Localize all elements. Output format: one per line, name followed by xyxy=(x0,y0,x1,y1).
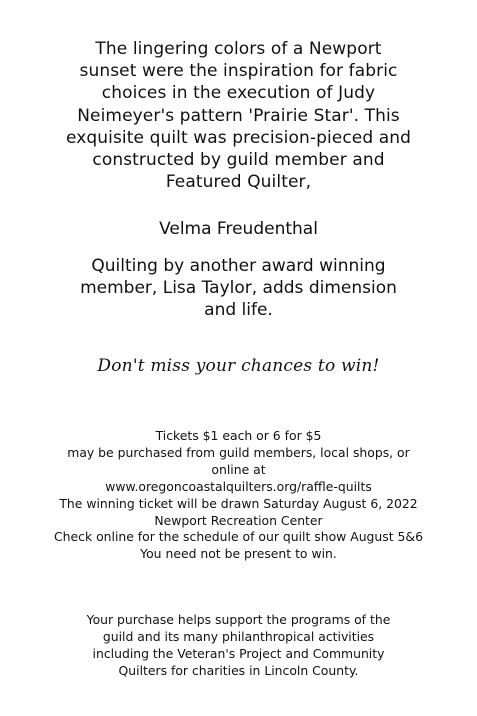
intro-line: Neimeyer's pattern 'Prairie Star'. This xyxy=(77,105,400,126)
venue-line: Newport Recreation Center xyxy=(154,512,323,528)
presence-line: You need not be present to win. xyxy=(140,546,337,562)
quilting-paragraph xyxy=(44,255,433,321)
featured-quilter-name: Velma Freudenthal xyxy=(159,219,318,239)
intro-line: Featured Quilter, xyxy=(165,172,312,193)
ticket-online-line: online at xyxy=(211,461,266,477)
support-paragraph xyxy=(40,612,437,680)
ticket-purchase-line: may be purchased from guild members, local shops, or xyxy=(67,444,410,460)
tagline: Don't miss your chances to win! xyxy=(97,356,380,376)
support-line: Your purchase helps support the programs of the xyxy=(86,612,391,627)
quilting-line: Quilting by another award winning xyxy=(91,256,386,276)
intro-line: constructed by guild member and xyxy=(92,150,385,171)
intro-line: exquisite quilt was precision-pieced and xyxy=(65,127,412,148)
ticket-info xyxy=(10,428,467,563)
quilting-line: and life. xyxy=(204,300,273,320)
intro-line: The lingering colors of a Newport xyxy=(95,39,382,59)
raffle-url[interactable]: www.oregoncoastalquilters.org/raffle-quilts xyxy=(105,478,372,494)
intro-line: sunset were the inspiration for fabric xyxy=(79,61,398,82)
ticket-price-line: Tickets $1 each or 6 for $5 xyxy=(155,428,322,443)
intro-paragraph xyxy=(44,38,433,193)
support-line: Quilters for charities in Lincoln County. xyxy=(118,662,359,678)
drawing-date-line: The winning ticket will be drawn Saturday August 6, 2022 xyxy=(59,495,418,511)
intro-line: choices in the execution of Judy xyxy=(101,83,376,104)
support-line: guild and its many philanthropical activities xyxy=(102,628,375,644)
support-line: including the Veteran's Project and Community xyxy=(92,645,385,661)
quilt-show-line: Check online for the schedule of our quilt show August 5&6 xyxy=(54,529,423,545)
quilting-line: member, Lisa Taylor, adds dimension xyxy=(80,278,397,298)
